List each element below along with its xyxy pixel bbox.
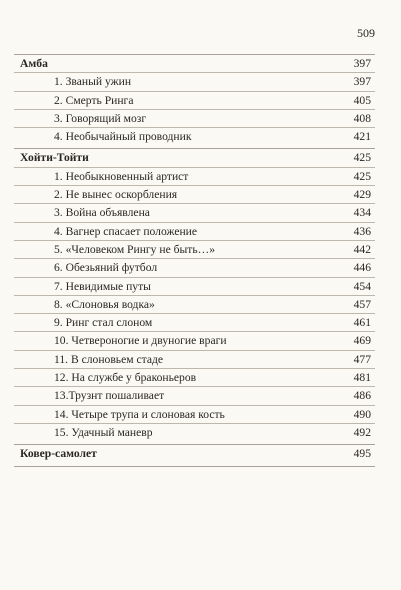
toc-item[interactable] [14, 259, 375, 277]
toc-item[interactable] [14, 204, 375, 222]
toc-section-heading[interactable] [14, 445, 375, 462]
section-page: 425 [353, 151, 371, 165]
toc-item-title: 8. «Слоновья водка» [54, 297, 155, 311]
toc-item[interactable] [14, 110, 375, 128]
toc-item[interactable] [14, 92, 375, 110]
toc-item-page: 429 [353, 188, 371, 202]
toc-item-title: 1. Званый ужин [54, 75, 132, 89]
toc-item-page: 477 [353, 352, 371, 366]
toc-section-heading[interactable] [14, 55, 375, 73]
toc-item[interactable] [14, 168, 375, 186]
toc-item-page: 492 [353, 425, 371, 439]
toc-item-page: 405 [353, 93, 371, 107]
toc-item[interactable] [14, 241, 375, 259]
toc-item[interactable] [14, 186, 375, 204]
toc-item-title: 3. Говорящий мозг [54, 111, 147, 125]
toc-section-heading[interactable] [14, 149, 375, 167]
section-page: 397 [353, 57, 371, 70]
toc-section-hoity-toity [14, 149, 375, 445]
toc-item-page: 397 [353, 75, 371, 89]
toc-item-title: 15. Удачный маневр [54, 425, 153, 439]
toc-item[interactable] [14, 296, 375, 314]
toc-item-title: 1. Необыкновенный артист [54, 169, 189, 183]
section-title: Ковер-самолет [20, 447, 97, 461]
toc-item-page: 425 [353, 169, 371, 183]
toc-item[interactable] [14, 332, 375, 350]
toc-item[interactable] [14, 424, 375, 441]
toc-item-title: 3. Война объявлена [54, 206, 150, 220]
toc-item-title: 5. «Человеком Рингу не быть…» [54, 242, 216, 256]
toc-section-flying-carpet [14, 445, 375, 466]
toc-item-page: 442 [353, 242, 371, 256]
toc-item-page: 486 [353, 389, 371, 403]
toc-item-page: 408 [353, 111, 371, 125]
toc-item-title: 2. Смерть Ринга [54, 93, 134, 107]
toc-item-page: 481 [353, 371, 371, 385]
toc-item-title: 7. Невидимые путы [54, 279, 151, 293]
toc-item[interactable] [14, 406, 375, 424]
toc-item[interactable] [14, 314, 375, 332]
toc-item-page: 454 [353, 279, 371, 293]
toc-item-title: 6. Обезьяний футбол [54, 261, 158, 275]
toc-item-page: 457 [353, 297, 371, 311]
table-of-contents [14, 54, 375, 467]
toc-item-page: 446 [353, 261, 371, 275]
toc-item[interactable] [14, 223, 375, 241]
section-page: 495 [353, 447, 371, 461]
toc-item-page: 469 [353, 334, 371, 348]
toc-item-title: 4. Вагнер спасает положение [54, 224, 198, 238]
toc-section-amba [14, 55, 375, 149]
toc-item[interactable] [14, 369, 375, 387]
toc-item-title: 9. Ринг стал слоном [54, 316, 153, 330]
toc-item-page: 461 [353, 316, 371, 330]
section-title: Хойти-Тойти [20, 151, 89, 165]
toc-item-page: 434 [353, 206, 371, 220]
toc-item-title: 11. В слоновьем стаде [54, 352, 164, 366]
toc-item-page: 436 [353, 224, 371, 238]
toc-item-title: 13.Трузнт пошаливает [54, 389, 165, 403]
toc-item[interactable] [14, 278, 375, 296]
toc-item[interactable] [14, 387, 375, 405]
toc-item-title: 4. Необычайный проводник [54, 130, 192, 144]
toc-item-title: 10. Четвероногие и двуногие враги [54, 334, 227, 348]
toc-item-title: 12. На службе у браконьеров [54, 371, 197, 385]
toc-item[interactable] [14, 351, 375, 369]
section-title: Амба [20, 57, 48, 70]
toc-item-page: 421 [353, 130, 371, 144]
toc-item-title: 14. Четыре трупа и слоновая кость [54, 407, 225, 421]
toc-item[interactable] [14, 128, 375, 145]
toc-item-page: 490 [353, 407, 371, 421]
toc-item[interactable] [14, 73, 375, 91]
page-number: 509 [357, 26, 375, 40]
toc-item-title: 2. Не вынес оскорбления [54, 188, 178, 202]
